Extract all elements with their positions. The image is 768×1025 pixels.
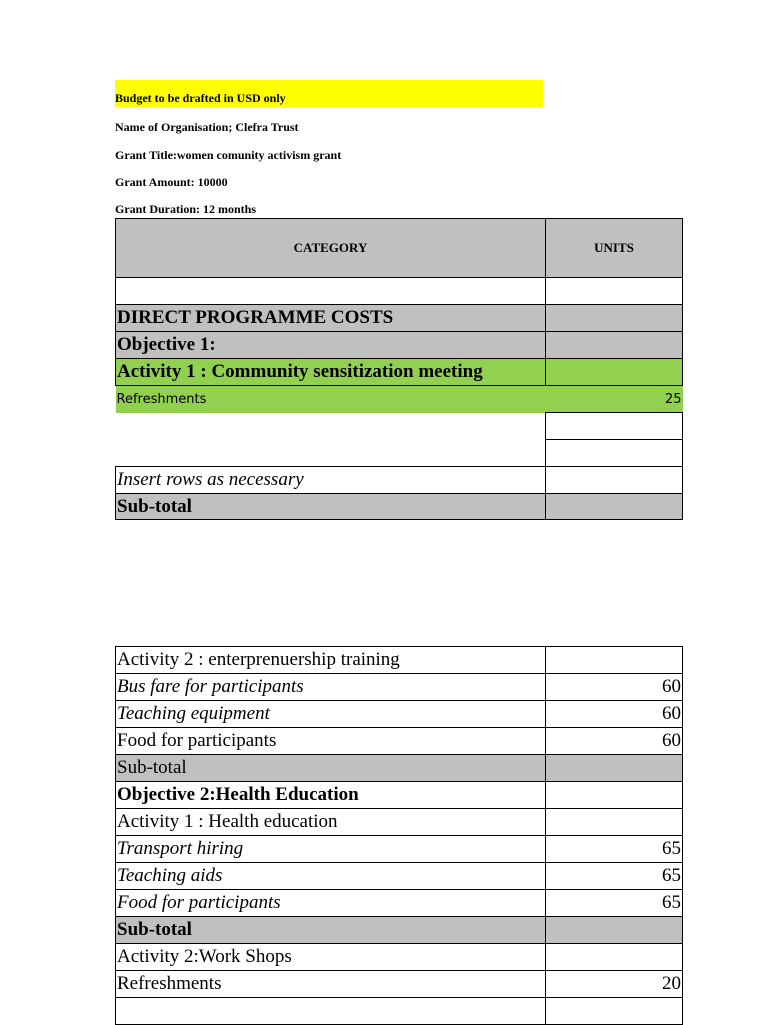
row-units[interactable] xyxy=(546,917,683,944)
table-row xyxy=(116,890,683,917)
table-row xyxy=(116,944,683,971)
table-row xyxy=(116,413,683,440)
table-row xyxy=(116,278,683,305)
grant-duration-line: Grant Duration: 12 months xyxy=(115,202,257,216)
row-label: Objective 2:Health Education xyxy=(116,782,546,809)
table-row xyxy=(116,440,683,467)
subtotal-label: Sub-total xyxy=(116,494,546,520)
row-units[interactable] xyxy=(546,782,683,809)
row-units[interactable] xyxy=(546,998,683,1025)
row-units[interactable]: 60 xyxy=(546,728,683,755)
row-label: Sub-total xyxy=(116,755,546,782)
table-row xyxy=(116,728,683,755)
refreshments-units[interactable]: 25 xyxy=(546,386,683,413)
table-cell[interactable] xyxy=(546,440,683,467)
activity1-row xyxy=(116,359,683,386)
objective2-row xyxy=(116,782,683,809)
organisation-line: Name of Organisation; Clefra Trust xyxy=(115,120,299,134)
grant-amount-line: Grant Amount: 10000 xyxy=(115,175,228,189)
row-units[interactable] xyxy=(546,755,683,782)
table-row xyxy=(116,809,683,836)
category-header: CATEGORY xyxy=(116,219,546,278)
usd-note-text: Budget to be drafted in USD only xyxy=(115,91,286,105)
budget-table-top xyxy=(115,218,683,520)
table-cell[interactable] xyxy=(546,413,683,440)
usd-note xyxy=(115,80,543,107)
row-units[interactable]: 60 xyxy=(546,674,683,701)
table-cell[interactable] xyxy=(546,278,683,305)
subtotal-row xyxy=(116,917,683,944)
refreshments-label: Refreshments xyxy=(116,386,546,413)
table-cell[interactable] xyxy=(116,413,546,440)
direct-costs-row xyxy=(116,305,683,332)
activity1-label: Activity 1 : Community sensitization meeting xyxy=(116,359,546,386)
row-units[interactable] xyxy=(546,647,683,674)
budget-table-bottom xyxy=(115,646,683,1025)
table-row xyxy=(116,647,683,674)
table-row xyxy=(116,971,683,998)
table-cell[interactable] xyxy=(546,332,683,359)
row-label: Teaching aids xyxy=(116,863,546,890)
row-label: Sub-total xyxy=(116,917,546,944)
row-units[interactable]: 60 xyxy=(546,701,683,728)
table-cell[interactable] xyxy=(546,359,683,386)
row-label: Bus fare for participants xyxy=(116,674,546,701)
row-label: Transport hiring xyxy=(116,836,546,863)
table-row xyxy=(116,836,683,863)
insert-rows-label: Insert rows as necessary xyxy=(116,467,546,494)
table-row xyxy=(116,674,683,701)
row-label: Activity 2 : enterprenuership training xyxy=(116,647,546,674)
row-units[interactable]: 65 xyxy=(546,863,683,890)
grant-title-line: Grant Title:women comunity activism grant xyxy=(115,148,342,162)
direct-costs-label: DIRECT PROGRAMME COSTS xyxy=(116,305,546,332)
subtotal-row xyxy=(116,755,683,782)
row-label: Food for participants xyxy=(116,890,546,917)
insert-rows-row xyxy=(116,467,683,494)
table-cell[interactable] xyxy=(116,440,546,467)
row-label: Refreshments xyxy=(116,971,546,998)
table-row xyxy=(116,998,683,1025)
row-label: Activity 1 : Health education xyxy=(116,809,546,836)
table-cell[interactable] xyxy=(546,305,683,332)
row-units[interactable]: 65 xyxy=(546,890,683,917)
row-units[interactable] xyxy=(546,944,683,971)
table-cell[interactable] xyxy=(546,494,683,520)
table-header-row xyxy=(116,219,683,278)
units-header: UNITS xyxy=(546,219,683,278)
row-units[interactable] xyxy=(546,809,683,836)
table-cell[interactable] xyxy=(546,467,683,494)
table-cell[interactable] xyxy=(116,278,546,305)
subtotal-row xyxy=(116,494,683,520)
row-units[interactable]: 20 xyxy=(546,971,683,998)
row-label xyxy=(116,998,546,1025)
table-row xyxy=(116,863,683,890)
row-label: Activity 2:Work Shops xyxy=(116,944,546,971)
row-label: Teaching equipment xyxy=(116,701,546,728)
row-label: Food for participants xyxy=(116,728,546,755)
row-units[interactable]: 65 xyxy=(546,836,683,863)
objective1-row xyxy=(116,332,683,359)
objective1-label: Objective 1: xyxy=(116,332,546,359)
refreshments-row xyxy=(116,386,683,413)
table-row xyxy=(116,701,683,728)
